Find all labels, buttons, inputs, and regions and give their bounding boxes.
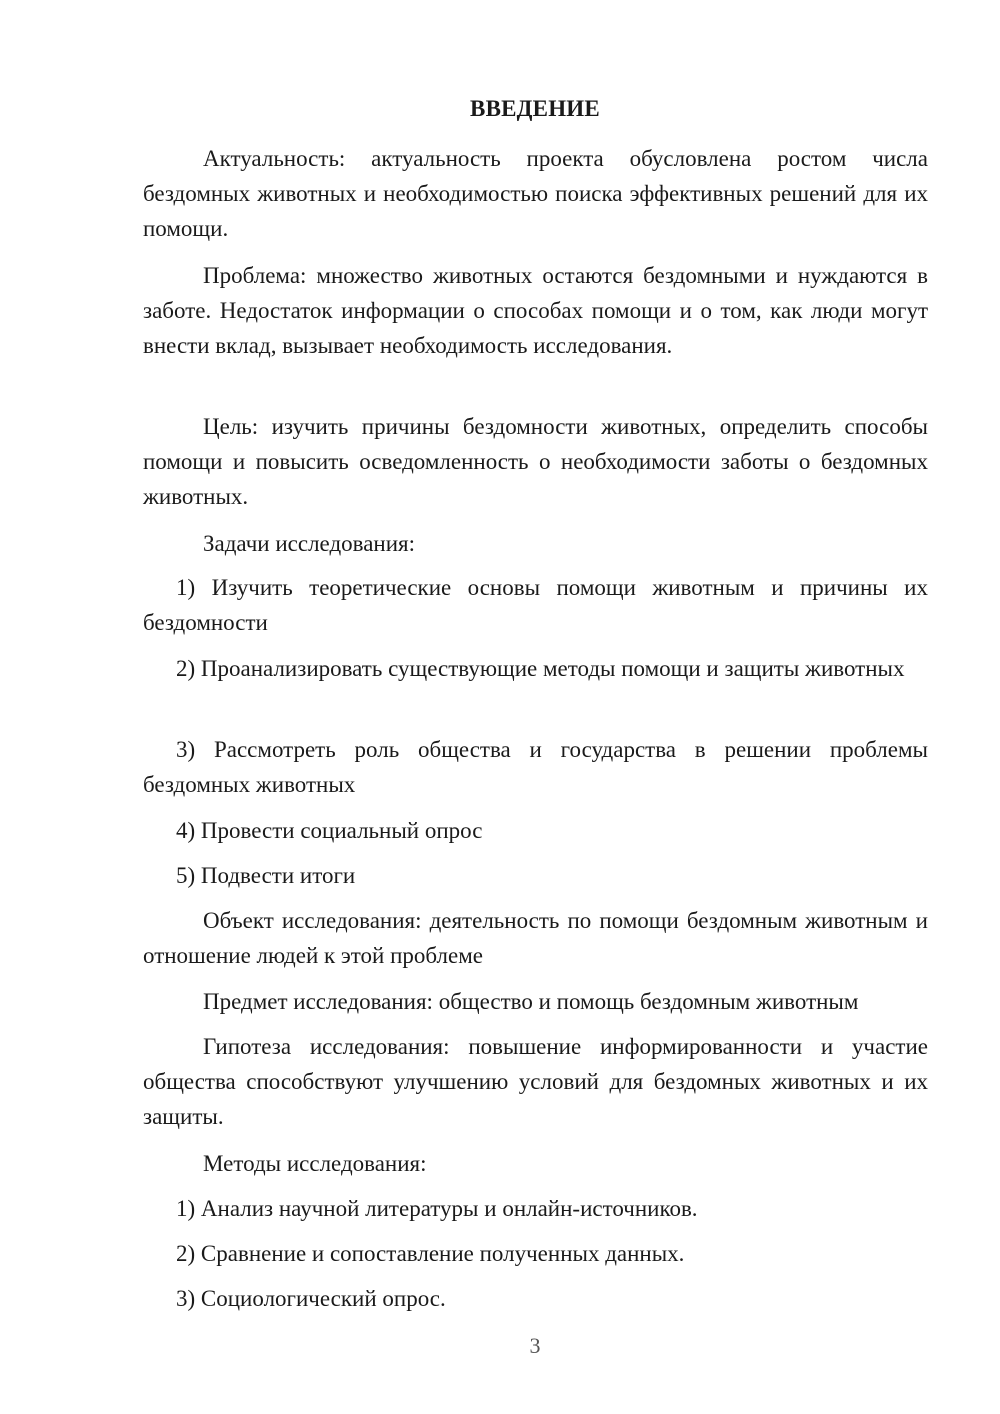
- object-paragraph: Объект исследования: деятельность по помощи бездомным животным и отношение людей к этой проблеме: [143, 908, 928, 968]
- methods-title: Методы исследования:: [203, 1151, 427, 1176]
- task-item-3: 3) Рассмотреть роль общества и государства в решении проблемы бездомных животных: [143, 737, 928, 797]
- task-item-5: 5) Подвести итоги: [176, 863, 356, 888]
- page-number: 3: [529, 1333, 541, 1358]
- section-heading: ВВЕДЕНИЕ: [470, 96, 600, 121]
- subject-paragraph: Предмет исследования: общество и помощь бездомным животным: [203, 989, 859, 1014]
- problem-paragraph: Проблема: множество животных остаются бездомными и нуждаются в заботе. Недостаток информации о способах помощи и о том, как люди могут внести вклад, вызывает необходимость исследования.: [143, 263, 928, 358]
- relevance-paragraph: Актуальность: актуальность проекта обусловлена ростом числа бездомных животных и необходимостью поиска эффективных решений для их помощи.: [143, 146, 928, 241]
- task-item-4: 4) Провести социальный опрос: [176, 818, 483, 843]
- task-item-2: 2) Проанализировать существующие методы помощи и защиты животных: [176, 656, 905, 681]
- method-item-2: 2) Сравнение и сопоставление полученных данных.: [176, 1241, 685, 1266]
- hypothesis-paragraph: Гипотеза исследования: повышение информированности и участие общества способствуют улучшению условий для бездомных животных и их защиты.: [143, 1034, 928, 1129]
- goal-paragraph: Цель: изучить причины бездомности животных, определить способы помощи и повысить осведомленность о необходимости заботы о бездомных животных.: [143, 414, 928, 509]
- tasks-title: Задачи исследования:: [203, 531, 416, 556]
- method-item-3: 3) Социологический опрос.: [176, 1286, 446, 1311]
- method-item-1: 1) Анализ научной литературы и онлайн-источников.: [176, 1196, 698, 1221]
- task-item-1: 1) Изучить теоретические основы помощи животным и причины их бездомности: [143, 575, 928, 635]
